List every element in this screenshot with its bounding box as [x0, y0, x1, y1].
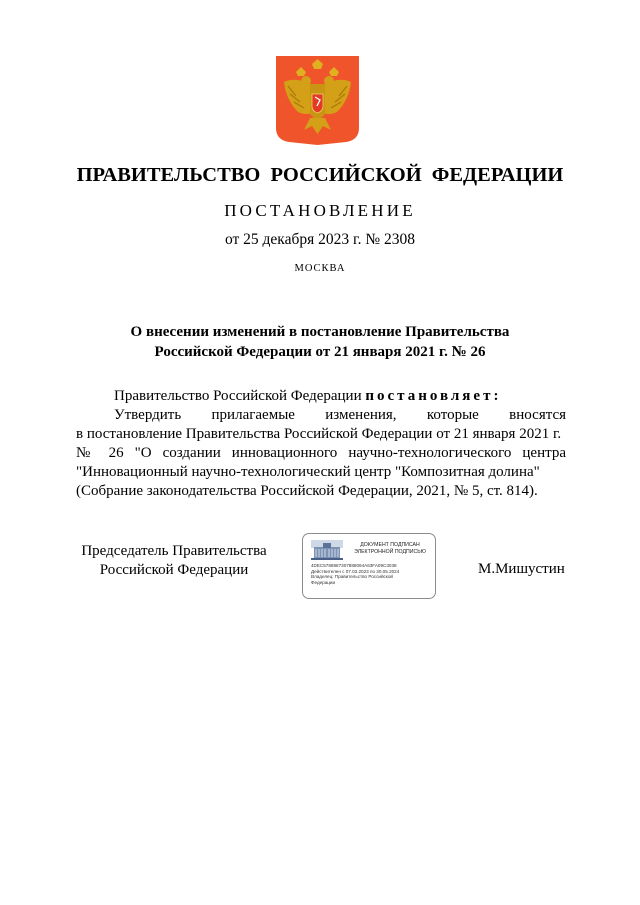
body-word: научно-технологического	[348, 445, 512, 461]
subject-line-1: О внесении изменений в постановление Правительства	[130, 324, 510, 340]
body-word: инновационного	[231, 445, 338, 461]
body-word: прилагаемые	[211, 407, 295, 423]
decree-preamble	[76, 387, 566, 406]
body-word: вносятся	[509, 407, 567, 423]
body-line-4: "Инновационный научно-технологический центр "Композитная долина"	[76, 464, 540, 480]
position-line-1: Председатель Правительства	[81, 543, 267, 559]
stamp-title	[347, 542, 433, 555]
body-line-2: в постановление Правительства Российской Федерации от 21 января 2021 г.	[76, 426, 562, 442]
decree-body-paragraph	[76, 406, 566, 501]
body-line-3	[76, 444, 566, 463]
stamp-owner-line-2: Федерации	[311, 579, 336, 585]
signatory-position	[76, 542, 272, 580]
stamp-title-line-2: ЭЛЕКТРОННОЙ ПОДПИСЬЮ	[354, 548, 426, 555]
body-word: которые	[426, 407, 479, 423]
body-word: Утвердить	[114, 407, 182, 423]
signatory-name: М.Мишустин	[478, 561, 565, 577]
preamble-decree-word: постановляет:	[365, 388, 502, 404]
body-word: "О	[134, 445, 152, 461]
preamble-text: Правительство Российской Федерации	[114, 388, 366, 404]
body-line-1	[76, 406, 566, 425]
position-line-2: Российской Федерации	[99, 562, 249, 578]
stamp-serial: 4DEC5788887307888094A63FA09C3038	[311, 563, 397, 568]
document-type: ПОСТАНОВЛЕНИЕ	[224, 201, 416, 220]
double-headed-eagle-icon	[276, 56, 359, 145]
government-title: ПРАВИТЕЛЬСТВО РОССИЙСКОЙ ФЕДЕРАЦИИ	[76, 164, 564, 186]
document-city: МОСКВА	[294, 263, 346, 274]
document-date-number: от 25 декабря 2023 г. № 2308	[224, 231, 416, 248]
body-word: центра	[522, 445, 566, 461]
body-word: изменения,	[325, 407, 397, 423]
stamp-title-line-1: ДОКУМЕНТ ПОДПИСАН	[360, 542, 420, 548]
body-line-5: (Собрание законодательства Российской Федерации, 2021, № 5, ст. 814).	[76, 483, 538, 499]
stamp-info	[311, 563, 433, 585]
document-subject	[0, 322, 640, 362]
government-building-icon	[311, 540, 343, 560]
body-word: создании	[162, 445, 221, 461]
coat-of-arms-emblem	[276, 56, 359, 145]
electronic-signature-stamp	[302, 533, 436, 599]
body-word: № 26	[76, 445, 124, 461]
stamp-validity: Действителен с 07.03.2023 по 30.05.2024	[311, 568, 400, 574]
subject-line-2: Российской Федерации от 21 января 2021 г. № 26	[154, 344, 486, 360]
stamp-owner-line-1: Владелец: Правительство Российской	[311, 574, 393, 580]
